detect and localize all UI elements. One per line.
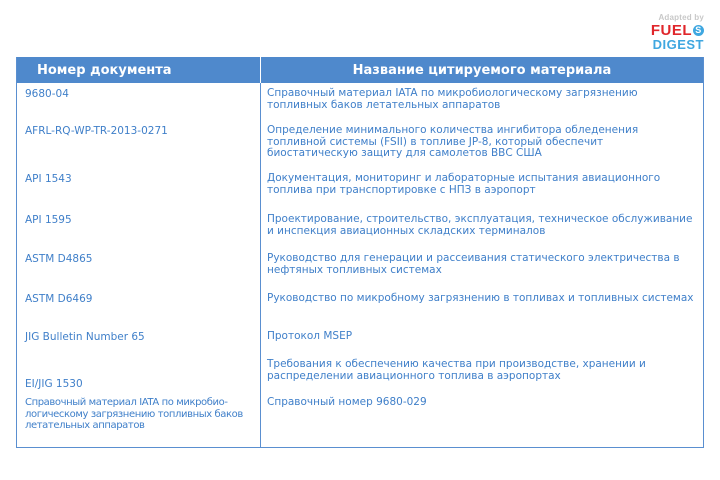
logo-digest: DIGEST bbox=[652, 37, 704, 52]
table-row bbox=[17, 354, 703, 392]
table-body bbox=[17, 83, 703, 447]
fuels-digest-logo bbox=[651, 14, 704, 51]
cell-material-title: Документация, мониторинг и лабораторные испытания авиационного топлива при транспортировке с НПЗ в аэропорт bbox=[267, 172, 661, 196]
cell-material-title: Проектирование, строительство, эксплуатация, техническое обслуживание и инспекция авиационных складских терминалов bbox=[267, 213, 693, 237]
cell-document-number: API 1595 bbox=[17, 209, 261, 248]
cell-material-title: Определение минимального количества ингибитора обледенения топливной системы (FSII) в топливе JP-8, который обеспечит биостатическую защиту для самолетов ВВС США bbox=[267, 124, 639, 159]
header-material-title: Название цитируемого материала bbox=[352, 62, 612, 78]
logo-s-icon: S bbox=[693, 25, 704, 36]
references-table bbox=[16, 57, 704, 448]
cell-document-number: Справочный материал IATA по микробио-логическому загрязнению топливных баков летательных аппаратов bbox=[17, 392, 261, 447]
cell-document-number: AFRL-RQ-WP-TR-2013-0271 bbox=[17, 120, 261, 168]
logo-fuel-text: FUEL bbox=[650, 22, 692, 39]
cell-material-title: Руководство для генерации и рассеивания статического электричества в нефтяных топливных системах bbox=[267, 252, 680, 276]
cell-document-number: 9680-04 bbox=[17, 83, 261, 120]
table-row bbox=[17, 83, 703, 120]
table-row bbox=[17, 326, 703, 354]
table-row bbox=[17, 168, 703, 209]
table-row bbox=[17, 248, 703, 288]
logo-fuel bbox=[651, 23, 704, 38]
table-row bbox=[17, 392, 703, 447]
cell-document-number: EI/JIG 1530 bbox=[17, 354, 261, 392]
cell-material-title: Справочный номер 9680-029 bbox=[267, 396, 427, 408]
header-document-number: Номер документа bbox=[17, 57, 261, 83]
cell-material-title: Протокол MSEP bbox=[267, 330, 353, 342]
cell-document-number: JIG Bulletin Number 65 bbox=[17, 326, 261, 354]
table-row bbox=[17, 288, 703, 326]
cell-material-title: Справочный материал IATA по микробиологическому загрязнению топливных баков летательных аппаратов bbox=[267, 87, 638, 111]
cell-document-number: API 1543 bbox=[17, 168, 261, 209]
cell-document-number: ASTM D6469 bbox=[17, 288, 261, 326]
table-row bbox=[17, 209, 703, 248]
cell-material-title: Требования к обеспечению качества при производстве, хранении и распределении авиационного топлива в аэропортах bbox=[267, 358, 646, 382]
table-row bbox=[17, 120, 703, 168]
cell-material-title: Руководство по микробному загрязнению в топливах и топливных системах bbox=[267, 292, 694, 304]
logo-adapted-by: Adapted by bbox=[658, 13, 704, 22]
cell-document-number: ASTM D4865 bbox=[17, 248, 261, 288]
table-header bbox=[17, 57, 703, 83]
